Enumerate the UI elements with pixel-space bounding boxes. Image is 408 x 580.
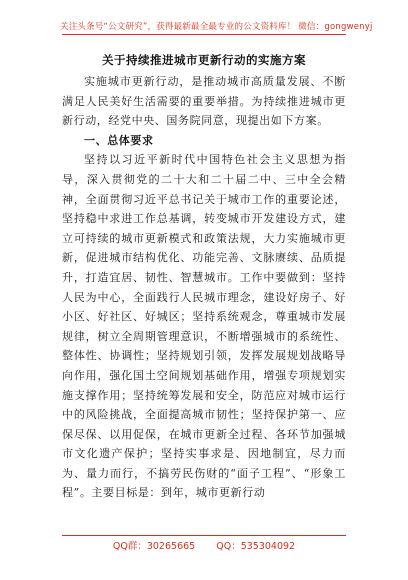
footer-qq: QQ：535304092: [216, 541, 296, 552]
header-divider: [62, 34, 346, 35]
document-title: 关于持续推进城市更新行动的实施方案: [102, 53, 306, 67]
document-body: [62, 72, 346, 503]
section-heading-general-requirements: 一、总体要求: [84, 133, 154, 147]
section-paragraph: 坚持以习近平新时代中国特色社会主义思想为指导，深入贯彻党的二十大和二十届二中、三中全会精神，全面贯彻习近平总书记关于城市工作的重要论述，坚持稳中求进工作总基调，转变城市开发建设方式，建立可持续的城市更新模式和政策法规，大力实施城市更新，促进城市结构优化、功能完善、文脉赓续、品质提升，打造宜居、韧性、智慧城市。工作中要做到：坚持人民为中心，全面践行人民城市理念，建设好房子、好小区、好社区、好城区；坚持系统观念，尊重城市发展规律，树立全周期管理意识，不断增强城市的系统性、整体性、协调性；坚持规划引领，发挥发展规划战略导向作用，强化国土空间规划基础作用，增强专项规划实施支撑作用；坚持统筹发展和安全，防范应对城市运行中的风险挑战，全面提高城市韧性；坚持保护第一、应保尽保、以用促保，在城市更新全过程、各环节加强城市文化遗产保护；坚持实事求是、因地制宜，尽力而为、量力而行，不搞劳民伤财的“面子工程”、“形象工程”。主要目标是：到年，城市更新行动: [62, 153, 346, 500]
footer: [0, 538, 408, 552]
intro-paragraph: 实施城市更新行动，是推动城市高质量发展、不断满足人民美好生活需要的重要举措。为持续推进城市更新行动，经党中央、国务院同意，现提出如下方案。: [62, 75, 346, 128]
footer-qq-group: QQ群：30265665: [112, 541, 196, 552]
footer-divider: [62, 535, 346, 536]
header-banner: 关注头条号“公文研究”，获得最新最全最专业的公文资料库！ 微信：gongwenyj: [60, 22, 373, 32]
